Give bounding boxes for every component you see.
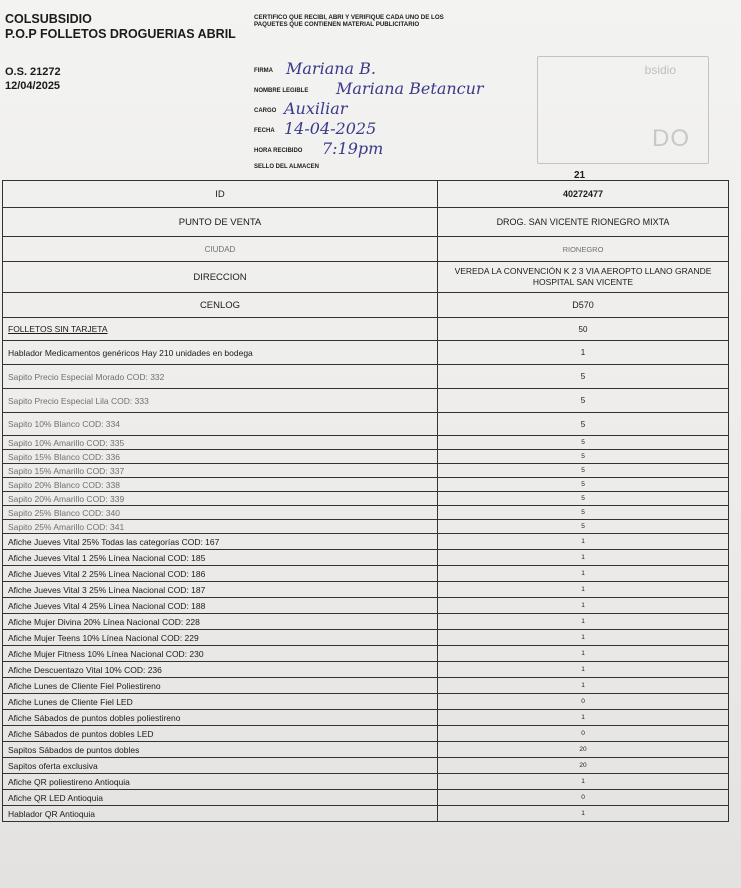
table-row xyxy=(3,464,729,478)
item-quantity: 0 xyxy=(438,726,729,741)
item-quantity: 1 xyxy=(438,630,729,645)
hora-field xyxy=(254,138,554,158)
item-quantity: 1 xyxy=(438,534,729,549)
item-label: Afiche QR LED Antioquia xyxy=(3,790,438,805)
ciudad-label: CIUDAD xyxy=(3,237,438,261)
firma-label: FIRMA xyxy=(254,68,273,74)
store-stamp xyxy=(537,56,709,164)
order-number: O.S. 21272 xyxy=(5,66,61,78)
table-row xyxy=(3,520,729,534)
item-quantity: 5 xyxy=(438,436,729,449)
nombre-field xyxy=(254,78,554,98)
fecha-value: 14-04-2025 xyxy=(284,119,377,138)
document-subtitle: P.O.P FOLLETOS DROGUERIAS ABRIL xyxy=(5,27,236,41)
table-row xyxy=(3,341,729,365)
table-row xyxy=(3,413,729,436)
item-label: Hablador Medicamentos genéricos Hay 210 unidades en bodega xyxy=(3,341,438,364)
item-label: Afiche Mujer Divina 20% Línea Nacional COD: 228 xyxy=(3,614,438,629)
nombre-label: NOMBRE LEGIBLE xyxy=(254,88,309,94)
header-left xyxy=(5,12,236,94)
item-quantity: 1 xyxy=(438,678,729,693)
item-label: Sapito 25% Amarillo COD: 341 xyxy=(3,520,438,533)
table-row xyxy=(3,450,729,464)
firma-field xyxy=(254,58,554,78)
item-label: Afiche Descuentazo Vital 10% COD: 236 xyxy=(3,662,438,677)
fecha-field xyxy=(254,118,554,138)
firma-signature: Mariana B. xyxy=(286,59,376,78)
item-quantity: 5 xyxy=(438,492,729,505)
table-row xyxy=(3,566,729,582)
cargo-label: CARGO xyxy=(254,108,277,114)
direccion-label: DIRECCION xyxy=(3,262,438,292)
item-label: Afiche Lunes de Cliente Fiel Poliestireno xyxy=(3,678,438,693)
id-value: 40272477 xyxy=(438,181,729,207)
table-row xyxy=(3,806,729,822)
table-row xyxy=(3,630,729,646)
table-row xyxy=(3,582,729,598)
table-row-direccion xyxy=(3,262,729,293)
item-quantity: 0 xyxy=(438,790,729,805)
item-label: Sapito 15% Blanco COD: 336 xyxy=(3,450,438,463)
certification-text: CERTIFICO QUE RECIBI, ABRI Y VERIFIQUE CADA UNO DE LOS PAQUETES QUE CONTIENEN MATERIAL PUBLICITARIO xyxy=(254,14,444,28)
table-row xyxy=(3,790,729,806)
table-row xyxy=(3,758,729,774)
item-label: Sapito 20% Amarillo COD: 339 xyxy=(3,492,438,505)
item-quantity: 5 xyxy=(438,413,729,435)
item-quantity: 1 xyxy=(438,614,729,629)
cenlog-label: CENLOG xyxy=(3,293,438,317)
table-row xyxy=(3,492,729,506)
item-label: Afiche Lunes de Cliente Fiel LED xyxy=(3,694,438,709)
item-label: Afiche Jueves Vital 2 25% Línea Nacional COD: 186 xyxy=(3,566,438,581)
ciudad-value: RIONEGRO xyxy=(438,237,729,261)
item-quantity: 5 xyxy=(438,478,729,491)
page-number: 21 xyxy=(574,170,586,181)
table-row xyxy=(3,534,729,550)
table-row xyxy=(3,614,729,630)
item-label: Afiche Jueves Vital 3 25% Línea Nacional COD: 187 xyxy=(3,582,438,597)
table-row-ciudad xyxy=(3,237,729,262)
item-quantity: 1 xyxy=(438,774,729,789)
item-quantity: 5 xyxy=(438,520,729,533)
item-quantity: 1 xyxy=(438,662,729,677)
order-date: 12/04/2025 xyxy=(5,80,61,92)
fecha-label: FECHA xyxy=(254,128,275,134)
company-name: COLSUBSIDIO xyxy=(5,12,92,26)
table-row xyxy=(3,774,729,790)
cargo-field xyxy=(254,98,554,118)
item-quantity: 50 xyxy=(438,318,729,340)
id-label: ID xyxy=(3,181,438,207)
item-label: Afiche Jueves Vital 4 25% Línea Nacional COD: 188 xyxy=(3,598,438,613)
table-row xyxy=(3,478,729,492)
item-quantity: 1 xyxy=(438,550,729,565)
table-row xyxy=(3,389,729,413)
item-quantity: 1 xyxy=(438,582,729,597)
table-row xyxy=(3,678,729,694)
table-row xyxy=(3,662,729,678)
item-label: Afiche Jueves Vital 25% Todas las categorías COD: 167 xyxy=(3,534,438,549)
stamp-text-top: bsidio xyxy=(644,63,676,77)
table-row xyxy=(3,742,729,758)
item-label: Sapito 10% Blanco COD: 334 xyxy=(3,413,438,435)
item-label: Sapito 25% Blanco COD: 340 xyxy=(3,506,438,519)
item-quantity: 5 xyxy=(438,506,729,519)
table-row xyxy=(3,318,729,341)
item-quantity: 5 xyxy=(438,450,729,463)
table-row xyxy=(3,694,729,710)
item-label: Afiche Jueves Vital 1 25% Línea Nacional COD: 185 xyxy=(3,550,438,565)
punto-venta-label: PUNTO DE VENTA xyxy=(3,208,438,236)
hora-value: 7:19pm xyxy=(322,139,384,158)
table-row xyxy=(3,726,729,742)
table-row xyxy=(3,436,729,450)
table-row-id xyxy=(3,181,729,208)
item-quantity: 5 xyxy=(438,389,729,412)
sello-label: SELLO DEL ALMACEN xyxy=(254,164,320,170)
item-rows xyxy=(3,318,729,822)
item-label: Afiche Mujer Teens 10% Línea Nacional COD: 229 xyxy=(3,630,438,645)
cargo-value: Auxiliar xyxy=(284,99,348,118)
item-quantity: 1 xyxy=(438,710,729,725)
punto-venta-value: DROG. SAN VICENTE RIONEGRO MIXTA xyxy=(438,208,729,236)
item-label: FOLLETOS SIN TARJETA xyxy=(3,318,438,340)
item-quantity: 20 xyxy=(438,742,729,757)
item-quantity: 1 xyxy=(438,646,729,661)
item-label: Afiche Sábados de puntos dobles LED xyxy=(3,726,438,741)
item-quantity: 5 xyxy=(438,365,729,388)
table-row-cenlog xyxy=(3,293,729,318)
item-quantity: 1 xyxy=(438,598,729,613)
cenlog-value: D570 xyxy=(438,293,729,317)
item-label: Sapito 15% Amarillo COD: 337 xyxy=(3,464,438,477)
table-row-punto-venta xyxy=(3,208,729,237)
item-label: Hablador QR Antioquia xyxy=(3,806,438,821)
item-label: Sapito 10% Amarillo COD: 335 xyxy=(3,436,438,449)
table-row xyxy=(3,598,729,614)
item-label: Sapitos oferta exclusiva xyxy=(3,758,438,773)
hora-label: HORA RECIBIDO xyxy=(254,148,303,154)
stamp-text-bottom: DO xyxy=(652,125,690,152)
item-label: Sapitos Sábados de puntos dobles xyxy=(3,742,438,757)
direccion-value: VEREDA LA CONVENCIÓN K 2 3 VIA AEROPTO LLANO GRANDE HOSPITAL SAN VICENTE xyxy=(438,262,729,292)
item-label: Sapito Precio Especial Lila COD: 333 xyxy=(3,389,438,412)
item-quantity: 20 xyxy=(438,758,729,773)
item-label: Sapito 20% Blanco COD: 338 xyxy=(3,478,438,491)
table-row xyxy=(3,506,729,520)
delivery-table xyxy=(2,180,729,822)
item-quantity: 1 xyxy=(438,566,729,581)
table-row xyxy=(3,710,729,726)
item-quantity: 0 xyxy=(438,694,729,709)
item-quantity: 5 xyxy=(438,464,729,477)
nombre-value: Mariana Betancur xyxy=(336,79,484,98)
table-row xyxy=(3,365,729,389)
item-label: Sapito Precio Especial Morado COD: 332 xyxy=(3,365,438,388)
table-row xyxy=(3,550,729,566)
item-quantity: 1 xyxy=(438,806,729,821)
table-row xyxy=(3,646,729,662)
receipt-fields xyxy=(254,58,554,158)
item-quantity: 1 xyxy=(438,341,729,364)
item-label: Afiche QR poliestireno Antioquia xyxy=(3,774,438,789)
item-label: Afiche Sábados de puntos dobles poliestireno xyxy=(3,710,438,725)
item-label: Afiche Mujer Fitness 10% Línea Nacional COD: 230 xyxy=(3,646,438,661)
